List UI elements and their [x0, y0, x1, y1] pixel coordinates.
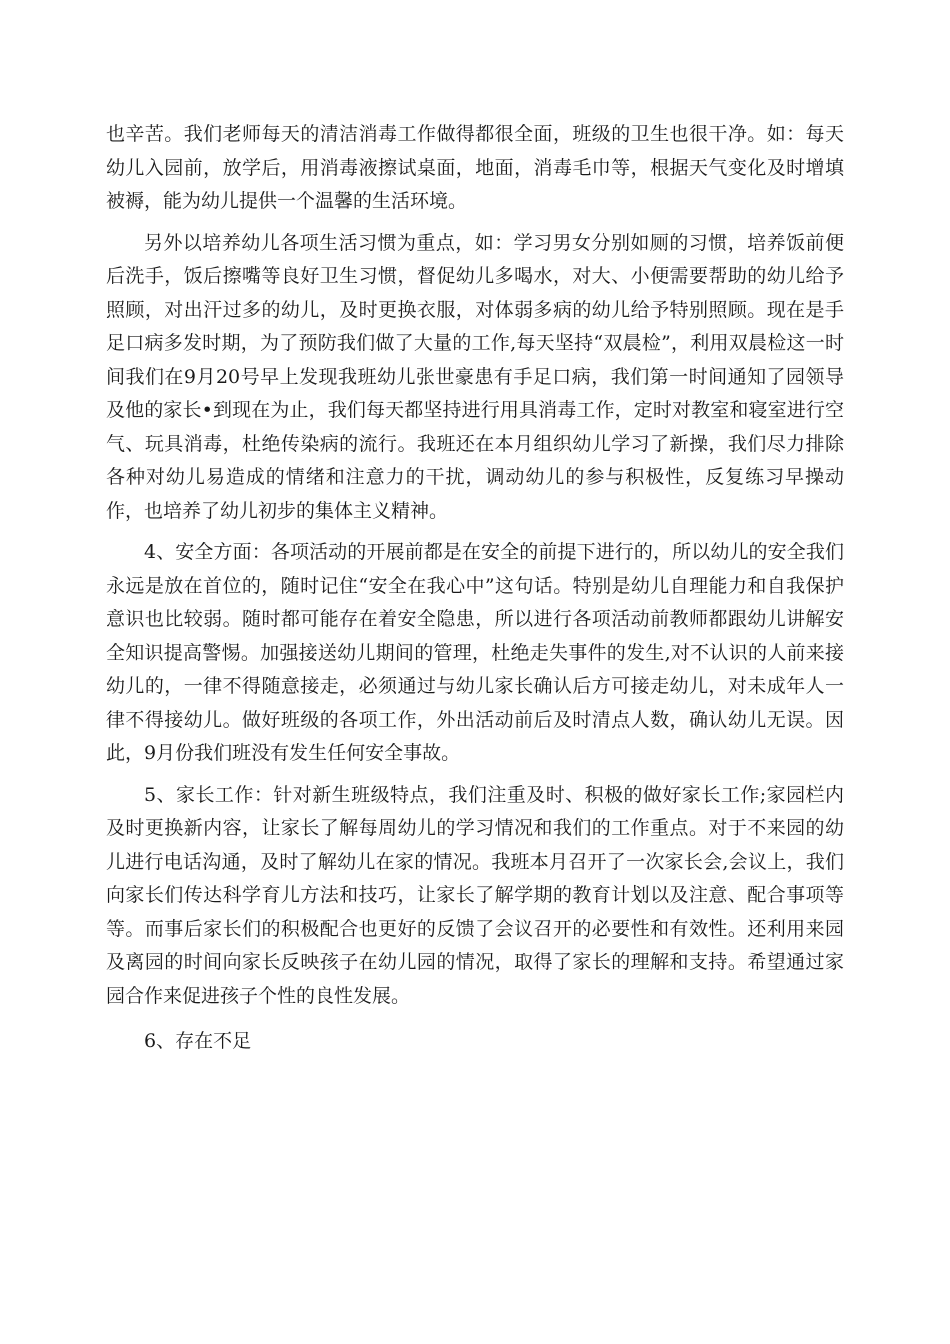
paragraph-continued: 也辛苦。我们老师每天的清洁消毒工作做得都很全面，班级的卫生也很干净。如：每天幼儿入园前，放学后，用消毒液擦试桌面，地面，消毒毛巾等，根据天气变化及时增填被褥，能为幼儿提供一个温馨的生活环境。	[106, 123, 844, 212]
paragraph-parents-work: 5、家长工作：针对新生班级特点，我们注重及时、积极的做好家长工作;家园栏内及时更换新内容，让家长了解每周幼儿的学习情况和我们的工作重点。对于不来园的幼儿进行电话沟通，及时了解幼儿在家的情况。我班本月召开了一次家长会,会议上，我们向家长们传达科学育儿方法和技巧，让家长了解学期的教育计划以及注意、配合事项等等。而事后家长们的积极配合也更好的反馈了会议召开的必要性和有效性。还利用来园及离园的时间向家长反映孩子在幼儿园的情况，取得了家长的理解和支持。希望通过家园合作来促进孩子个性的良性发展。	[106, 783, 844, 1007]
paragraph-living-habits: 另外以培养幼儿各项生活习惯为重点，如：学习男女分别如厕的习惯，培养饭前便后洗手，饭后擦嘴等良好卫生习惯，督促幼儿多喝水，对大、小便需要帮助的幼儿给予照顾，对出汗过多的幼儿，及时更换衣服，对体弱多病的幼儿给予特别照顾。现在是手足口病多发时期，为了预防我们做了大量的工作,每天坚持“双晨检”，利用双晨检这一时间我们在9月20号早上发现我班幼儿张世豪患有手足口病，我们第一时间通知了园领导及他的家长•到现在为止，我们每天都坚持进行用具消毒工作，定时对教室和寝室进行空气、玩具消毒，杜绝传染病的流行。我班还在本月组织幼儿学习了新操，我们尽力排除各种对幼儿易造成的情绪和注意力的干扰，调动幼儿的参与积极性，反复练习早操动作，也培养了幼儿初步的集体主义精神。	[106, 231, 844, 522]
paragraph-shortcomings-heading: 6、存在不足	[144, 1030, 252, 1052]
document-body	[106, 118, 844, 1067]
paragraph-safety: 4、安全方面：各项活动的开展前都是在安全的前提下进行的，所以幼儿的安全我们永远是放在首位的，随时记住“安全在我心中”这句话。特别是幼儿自理能力和自我保护意识也比较弱。随时都可能存在着安全隐患，所以进行各项活动前教师都跟幼儿讲解安全知识提高警惕。加强接送幼儿期间的管理，杜绝走失事件的发生,对不认识的人前来接幼儿的，一律不得随意接走，必须通过与幼儿家长确认后方可接走幼儿，对未成年人一律不得接幼儿。做好班级的各项工作，外出活动前后及时清点人数，确认幼儿无误。因此，9月份我们班没有发生任何安全事故。	[106, 541, 844, 764]
